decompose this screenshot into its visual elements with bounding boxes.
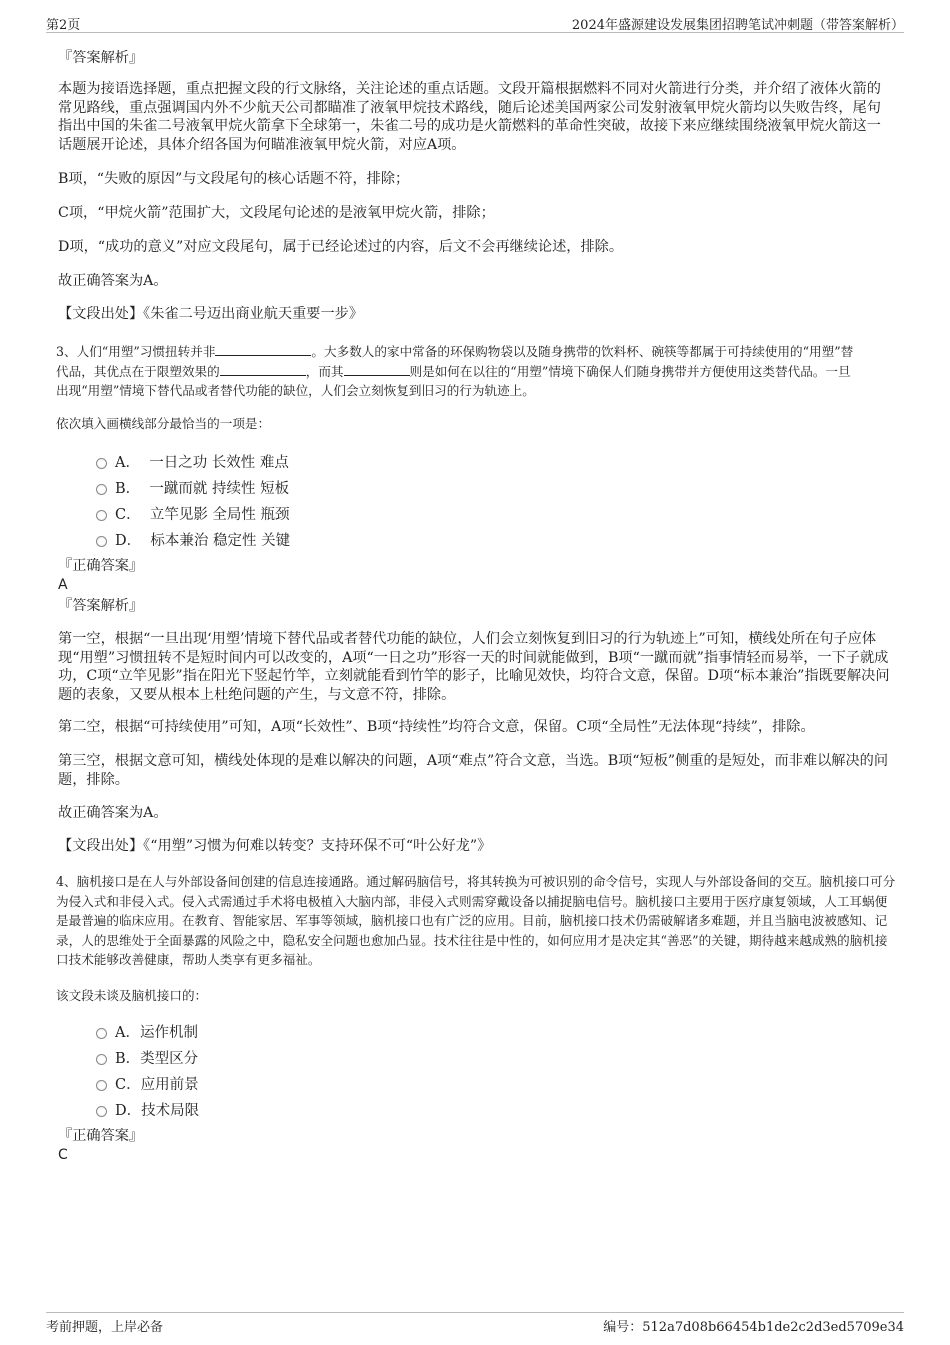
q2-analysis-p1: 本题为接语选择题，重点把握文段的行文脉络，关注论述的重点话题。文段开篇根据燃料不同对火箭进行分类，并介绍了液体火箭的常见路线，重点强调国内外不少航天公司都瞄准了液氧甲烷技术路线，随后论述美国两家公司发射液氧甲烷火箭均以失败告终，尾句指出中国的朱雀二号液氧甲烷火箭拿下全球第一，朱雀二号的成功是火箭燃料的革命性突破，故接下来应继续围绕液氧甲烷火箭这一话题展开论述，具体介绍各国为何瞄准液氧甲烷火箭，对应A项。 (58, 81, 881, 153)
q3-answer-label: 『正确答案』 (58, 558, 144, 574)
q2-analysis-p2: B项，“失败的原因”与文段尾句的核心话题不符，排除； (58, 171, 410, 187)
radio-icon[interactable] (96, 536, 107, 547)
document-title: 2024年盛源建设发展集团招聘笔试冲刺题（带答案解析） (571, 18, 904, 33)
q2-analysis-p4: D项，“成功的意义”对应文段尾句，属于已经论述过的内容，后文不会再继续论述，排除。 (58, 239, 624, 255)
q4-answer-label: 『正确答案』 (58, 1128, 144, 1144)
q4-option-a[interactable]: A．运作机制 (96, 1021, 198, 1041)
q4-option-c[interactable]: C．应用前景 (96, 1073, 199, 1093)
page-number: 第2页 (46, 18, 81, 33)
q3-stem-line2: 代品，其优点在于限塑效果的 ，而其 则是如何在以往的“用塑”情境下确保人们随身携带并方便使用这类替代品。一旦 (56, 363, 851, 379)
q3-stem-line1: 3、人们“用塑”习惯扭转并非 。大多数人的家中常备的环保购物袋以及随身携带的饮料杯、碗筷等都属于可持续使用的“用塑”替 (56, 344, 854, 359)
q3-analysis-label: 『答案解析』 (58, 598, 144, 614)
radio-icon[interactable] (96, 484, 107, 495)
q2-source: 【文段出处】《朱雀二号迈出商业航天重要一步》 (58, 306, 364, 322)
q3-analysis-p3: 第三空，根据文意可知，横线处体现的是难以解决的问题，A项“难点”符合文意，当选。B项“短板”侧重的是短处，而非难以解决的问题，排除。 (58, 753, 889, 788)
radio-icon[interactable] (96, 1106, 107, 1117)
q3-option-b[interactable]: B． 一蹴而就 持续性 短板 (96, 477, 289, 497)
q2-analysis-conclusion: 故正确答案为A。 (58, 273, 168, 289)
radio-icon[interactable] (96, 1054, 107, 1065)
radio-icon[interactable] (96, 1080, 107, 1091)
q3-analysis-p1: 第一空，根据“一旦出现‘用塑’情境下替代品或者替代功能的缺位，人们会立刻恢复到旧习的行为轨迹上”可知，横线处所在句子应体现“用塑”习惯扭转不是短时间内可以改变的，A项“一日之功”形容一天的时间就能做到，B项“一蹴而就”指事情轻而易举，一下子就成功，C项“立竿见影”指在阳光下竖起竹竿，立刻就能看到竹竿的影子，比喻见效快，均符合文意，保留。D项“标本兼治”指既要解决问题的表象，又要从根本上杜绝问题的产生，与文意不符，排除。 (58, 631, 890, 703)
q3-option-a[interactable]: A． 一日之功 长效性 难点 (96, 451, 289, 471)
q3-source: 【文段出处】《“用塑”习惯为何难以转变？支持环保不可“叶公好龙”》 (58, 838, 492, 854)
q3-option-c[interactable]: C． 立竿见影 全局性 瓶颈 (96, 503, 290, 523)
q3-option-d[interactable]: D． 标本兼治 稳定性 关键 (96, 529, 290, 549)
radio-icon[interactable] (96, 510, 107, 521)
radio-icon[interactable] (96, 458, 107, 469)
q3-stem (56, 342, 896, 401)
document-code: 编号：512a7d08b66454b1de2c2d3ed5709e34 (603, 1320, 904, 1335)
q4-option-d[interactable]: D．技术局限 (96, 1099, 199, 1119)
q2-analysis-p3: C项，“甲烷火箭”范围扩大，文段尾句论述的是液氧甲烷火箭，排除； (58, 205, 495, 221)
q4-answer: C (58, 1147, 68, 1163)
footer-slogan: 考前押题，上岸必备 (46, 1320, 164, 1335)
q3-prompt: 依次填入画横线部分最恰当的一项是： (56, 416, 271, 431)
q3-answer: A (58, 577, 68, 593)
page-footer (46, 1312, 904, 1335)
q2-analysis-label: 『答案解析』 (58, 50, 144, 66)
q3-analysis-p2: 第二空，根据“可持续使用”可知，A项“长效性”、B项“持续性”均符合文意，保留。C项“全局性”无法体现“持续”，排除。 (58, 719, 815, 735)
q3-analysis-conclusion: 故正确答案为A。 (58, 805, 168, 821)
q4-option-b[interactable]: B．类型区分 (96, 1047, 198, 1067)
page-header (46, 14, 904, 33)
q4-prompt: 该文段未谈及脑机接口的： (56, 988, 208, 1003)
q4-stem: 4、脑机接口是在人与外部设备间创建的信息连接通路。通过解码脑信号，将其转换为可被识别的命令信号，实现人与外部设备间的交互。脑机接口可分为侵入式和非侵入式。侵入式需通过手术将电极植入大脑内部，非侵入式则需穿戴设备以捕捉脑电信号。脑机接口主要用于医疗康复领域，人工耳蜗便是最普遍的临床应用。在教育、智能家居、军事等领域，脑机接口也有广泛的应用。目前，脑机接口技术仍需破解诸多难题，并且当脑电波被感知、记录，人的思维处于全面暴露的风险之中，隐私安全问题也愈加凸显。技术往往是中性的，如何应用才是决定其“善恶”的关键，期待越来越成熟的脑机接口技术能够改善健康，帮助人类享有更多福祉。 (56, 874, 896, 967)
radio-icon[interactable] (96, 1028, 107, 1039)
q3-stem-line3: 出现“用塑”情境下替代品或者替代功能的缺位，人们会立刻恢复到旧习的行为轨迹上。 (56, 383, 535, 398)
